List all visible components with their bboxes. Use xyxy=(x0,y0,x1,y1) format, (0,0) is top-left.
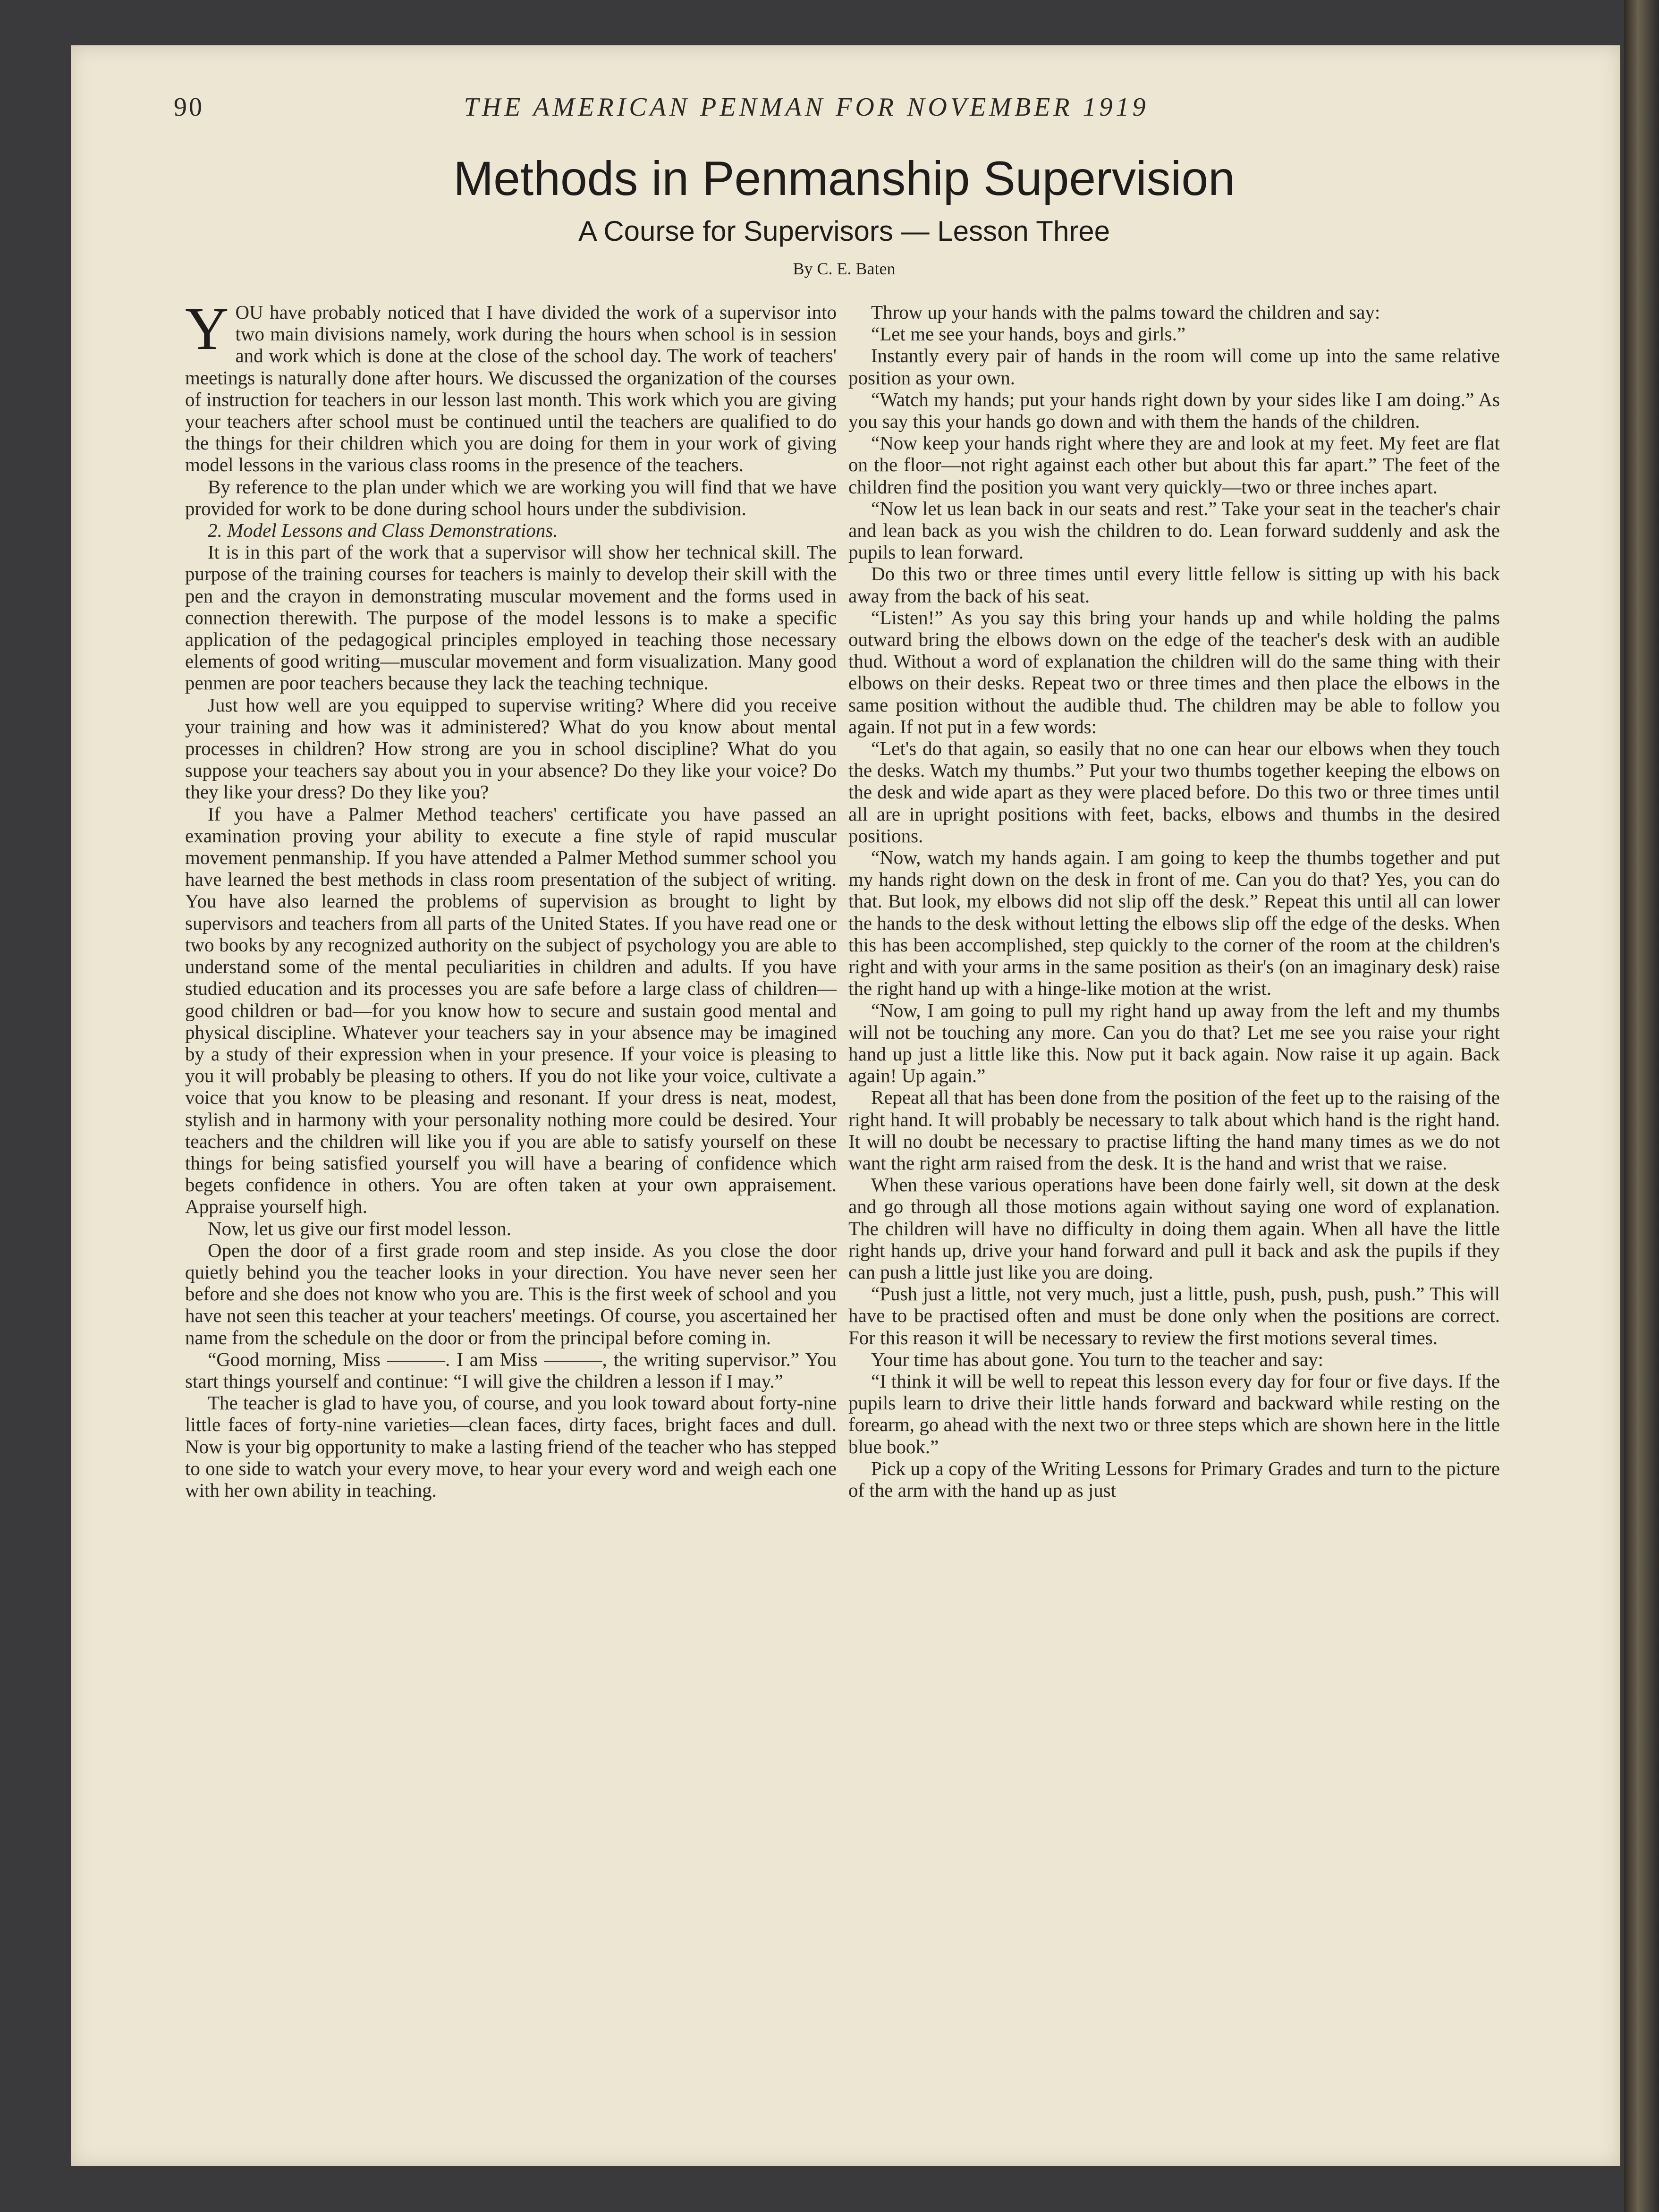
paragraph: The teacher is glad to have you, of course, and you look toward about forty-nine little faces of forty-nine varieties—clean faces, dirty faces, bright faces and dull. Now is your big opportunity to make a lasting friend of the teacher who has stepped to one side to watch your every move, to hear your every word and weigh each one with her own ability in teaching. xyxy=(185,1392,837,1501)
left-column xyxy=(185,295,837,1501)
paragraph: “Let's do that again, so easily that no one can hear our elbows when they touch the desks. Watch my thumbs.” Put your two thumbs together keeping the elbows on the desk and wide apart as they were placed before. Do this two or three times until all are in upright positions with feet, backs, elbows and thumbs in the desired positions. xyxy=(848,737,1500,847)
paragraph: “I think it will be well to repeat this lesson every day for four or five days. If the pupils learn to drive their little hands forward and backward while resting on the forearm, go ahead with the next two or three steps which are shown here in the little blue book.” xyxy=(848,1370,1500,1458)
article-subtitle: A Course for Supervisors — Lesson Three xyxy=(578,215,1110,247)
paragraph: “Now, watch my hands again. I am going to keep the thumbs together and put my hands right down on the desk in front of me. Can you do that? Yes, you can do that. But look, my elbows did not slip off the desk.” Repeat this until all can lower the hands to the desk without letting the elbows slip off the edge of the desks. When this has been accomplished, step quickly to the corner of the room at the children's right and with your arms in the same position as their's (on an imaginary desk) raise the right hand up with a hinge-like motion at the wrist. xyxy=(848,847,1500,1000)
journal-title: THE AMERICAN PENMAN FOR NOVEMBER 1919 xyxy=(464,93,1149,122)
right-column xyxy=(848,301,1500,1501)
paragraph: “Now keep your hands right where they are and look at my feet. My feet are flat on the floor—not right against each other but about this far apart.” The feet of the children find the position you want very quickly—two or three inches apart. xyxy=(848,432,1500,498)
paragraph: Just how well are you equipped to supervise writing? Where did you receive your training and how was it administered? What do you know about mental processes in children? How strong are you in school discipline? What do you suppose your teachers say about you in your absence? Do they like your voice? Do they like your dress? Do they like you? xyxy=(185,694,837,803)
paragraph: By reference to the plan under which we are working you will find that we have provided for work to be done during school hours under the subdivision. xyxy=(185,475,837,519)
paragraph: “Good morning, Miss ———. I am Miss ———, the writing supervisor.” You start things yourself and continue: “I will give the children a lesson if I may.” xyxy=(185,1348,837,1392)
paragraph: Your time has about gone. You turn to the teacher and say: xyxy=(871,1348,1324,1370)
paragraph: “Now let us lean back in our seats and rest.” Take your seat in the teacher's chair and lean back as you wish the children to do. Lean forward suddenly and ask the pupils to lean forward. xyxy=(848,497,1500,563)
paragraph: Do this two or three times until every little fellow is sitting up with his back away from the back of his seat. xyxy=(848,563,1500,607)
article-title: Methods in Penmanship Supervision xyxy=(453,152,1235,205)
paragraph: Now, let us give our first model lesson. xyxy=(208,1217,512,1239)
paragraph: “Now, I am going to pull my right hand up away from the left and my thumbs will not be touching any more. Can you do that? Let me see you raise your right hand up just a little like this. Now put it back again. Now raise it up again. Back again! Up again.” xyxy=(848,999,1500,1087)
paragraph: Throw up your hands with the palms toward the children and say: xyxy=(871,301,1380,323)
running-head xyxy=(174,92,1439,125)
paragraph: YOU have probably noticed that I have divided the work of a supervisor into two main divisions namely, work during the hours when school is in session and work which is done at the close of the school day. The work of teachers' meetings is naturally done after hours. We discussed the organization of the courses of instruction for teachers in our lesson last month. This work which you are giving your teachers after school must be continued until the teachers are qualified to do the things for their children which you are doing for them in your work of giving model lessons in the various class rooms in the presence of the teachers. xyxy=(185,295,837,476)
drop-cap: Y xyxy=(185,295,229,362)
paragraph: “Push just a little, not very much, just a little, push, push, push, push.” This will have to be practised often and must be done only when the positions are correct. For this reason it will be necessary to review the first motions several times. xyxy=(848,1283,1500,1348)
paragraph: Pick up a copy of the Writing Lessons for Primary Grades and turn to the picture of the arm with the hand up as just xyxy=(848,1457,1500,1501)
paragraph: “Listen!” As you say this bring your hands up and while holding the palms outward bring the elbows down on the edge of the teacher's desk with an audible thud. Without a word of explanation the children will do the same thing with their elbows on their desks. Repeat two or three times and then place the elbows in the same position without the audible thud. The children may be able to follow you again. If not put in a few words: xyxy=(848,606,1500,737)
paragraph: It is in this part of the work that a supervisor will show her technical skill. The purpose of the training courses for teachers is mainly to develop their skill with the pen and the crayon in demonstrating muscular movement and the forms used in connection therewith. The purpose of the model lessons is to make a specific application of the pedagogical principles employed in teaching those necessary elements of good writing—muscular movement and form visualization. Many good penmen are poor teachers because they lack the teaching technique. xyxy=(185,541,837,694)
page-number: 90 xyxy=(174,93,204,122)
paragraph: If you have a Palmer Method teachers' certificate you have passed an examination proving your ability to execute a fine style of rapid muscular movement penmanship. If you have attended a Palmer Method summer school you have learned the best methods in class room presentation of the subject of writing. You have also learned the problems of supervision as brought to light by supervisors and teachers from all parts of the United States. If you have read one or two books by any recognized authority on the subject of psychology you are able to understand some of the mental peculiarities in children and adults. If you have studied education and its processes you are safe before a large class of children—good children or bad—for you know how to secure and sustain good mental and physical discipline. Whatever your teachers say in your absence may be imagined by a study of their expression when in your presence. If your voice is pleasing to you it will probably be pleasing to others. If you do not like your voice, cultivate a voice that you know to be pleasing and resonant. If your dress is neat, modest, stylish and in harmony with your personality nothing more could be desired. Your teachers and the children will like you if you are able to satisfy yourself on these things for being satisfied yourself you will have a bearing of confidence which begets confidence in others. You are often taken at your own appraisement. Appraise yourself high. xyxy=(185,803,837,1218)
paragraph: When these various operations have been done fairly well, sit down at the desk and go through all those motions again without saying one word of explanation. The children will have no difficulty in doing them again. When all have the little right hands up, drive your hand forward and pull it back and ask the pupils if they can push a little just like you are doing. xyxy=(848,1174,1500,1283)
section-heading: 2. Model Lessons and Class Demonstrations. xyxy=(208,519,558,542)
book-spine xyxy=(1624,0,1659,2212)
paragraph: Instantly every pair of hands in the room will come up into the same relative position as your own. xyxy=(848,345,1500,389)
paragraph: Repeat all that has been done from the position of the feet up to the raising of the right hand. It will probably be necessary to talk about which hand is the right hand. It will no doubt be necessary to practise lifting the hand many times as we do not want the right arm raised from the desk. It is the hand and wrist that we raise. xyxy=(848,1086,1500,1174)
paragraph: Open the door of a first grade room and step inside. As you close the door quietly behind you the teacher looks in your direction. You have never seen her before and she does not know who you are. This is the first week of school and you have not seen this teacher at your teachers' meetings. Of course, you ascertained her name from the schedule on the door or from the principal before coming in. xyxy=(185,1239,837,1348)
paragraph: “Watch my hands; put your hands right down by your sides like I am doing.” As you say this your hands go down and with them the hands of the children. xyxy=(848,388,1500,432)
article-byline: By C. E. Baten xyxy=(793,259,896,278)
paragraph: “Let me see your hands, boys and girls.” xyxy=(871,323,1186,345)
